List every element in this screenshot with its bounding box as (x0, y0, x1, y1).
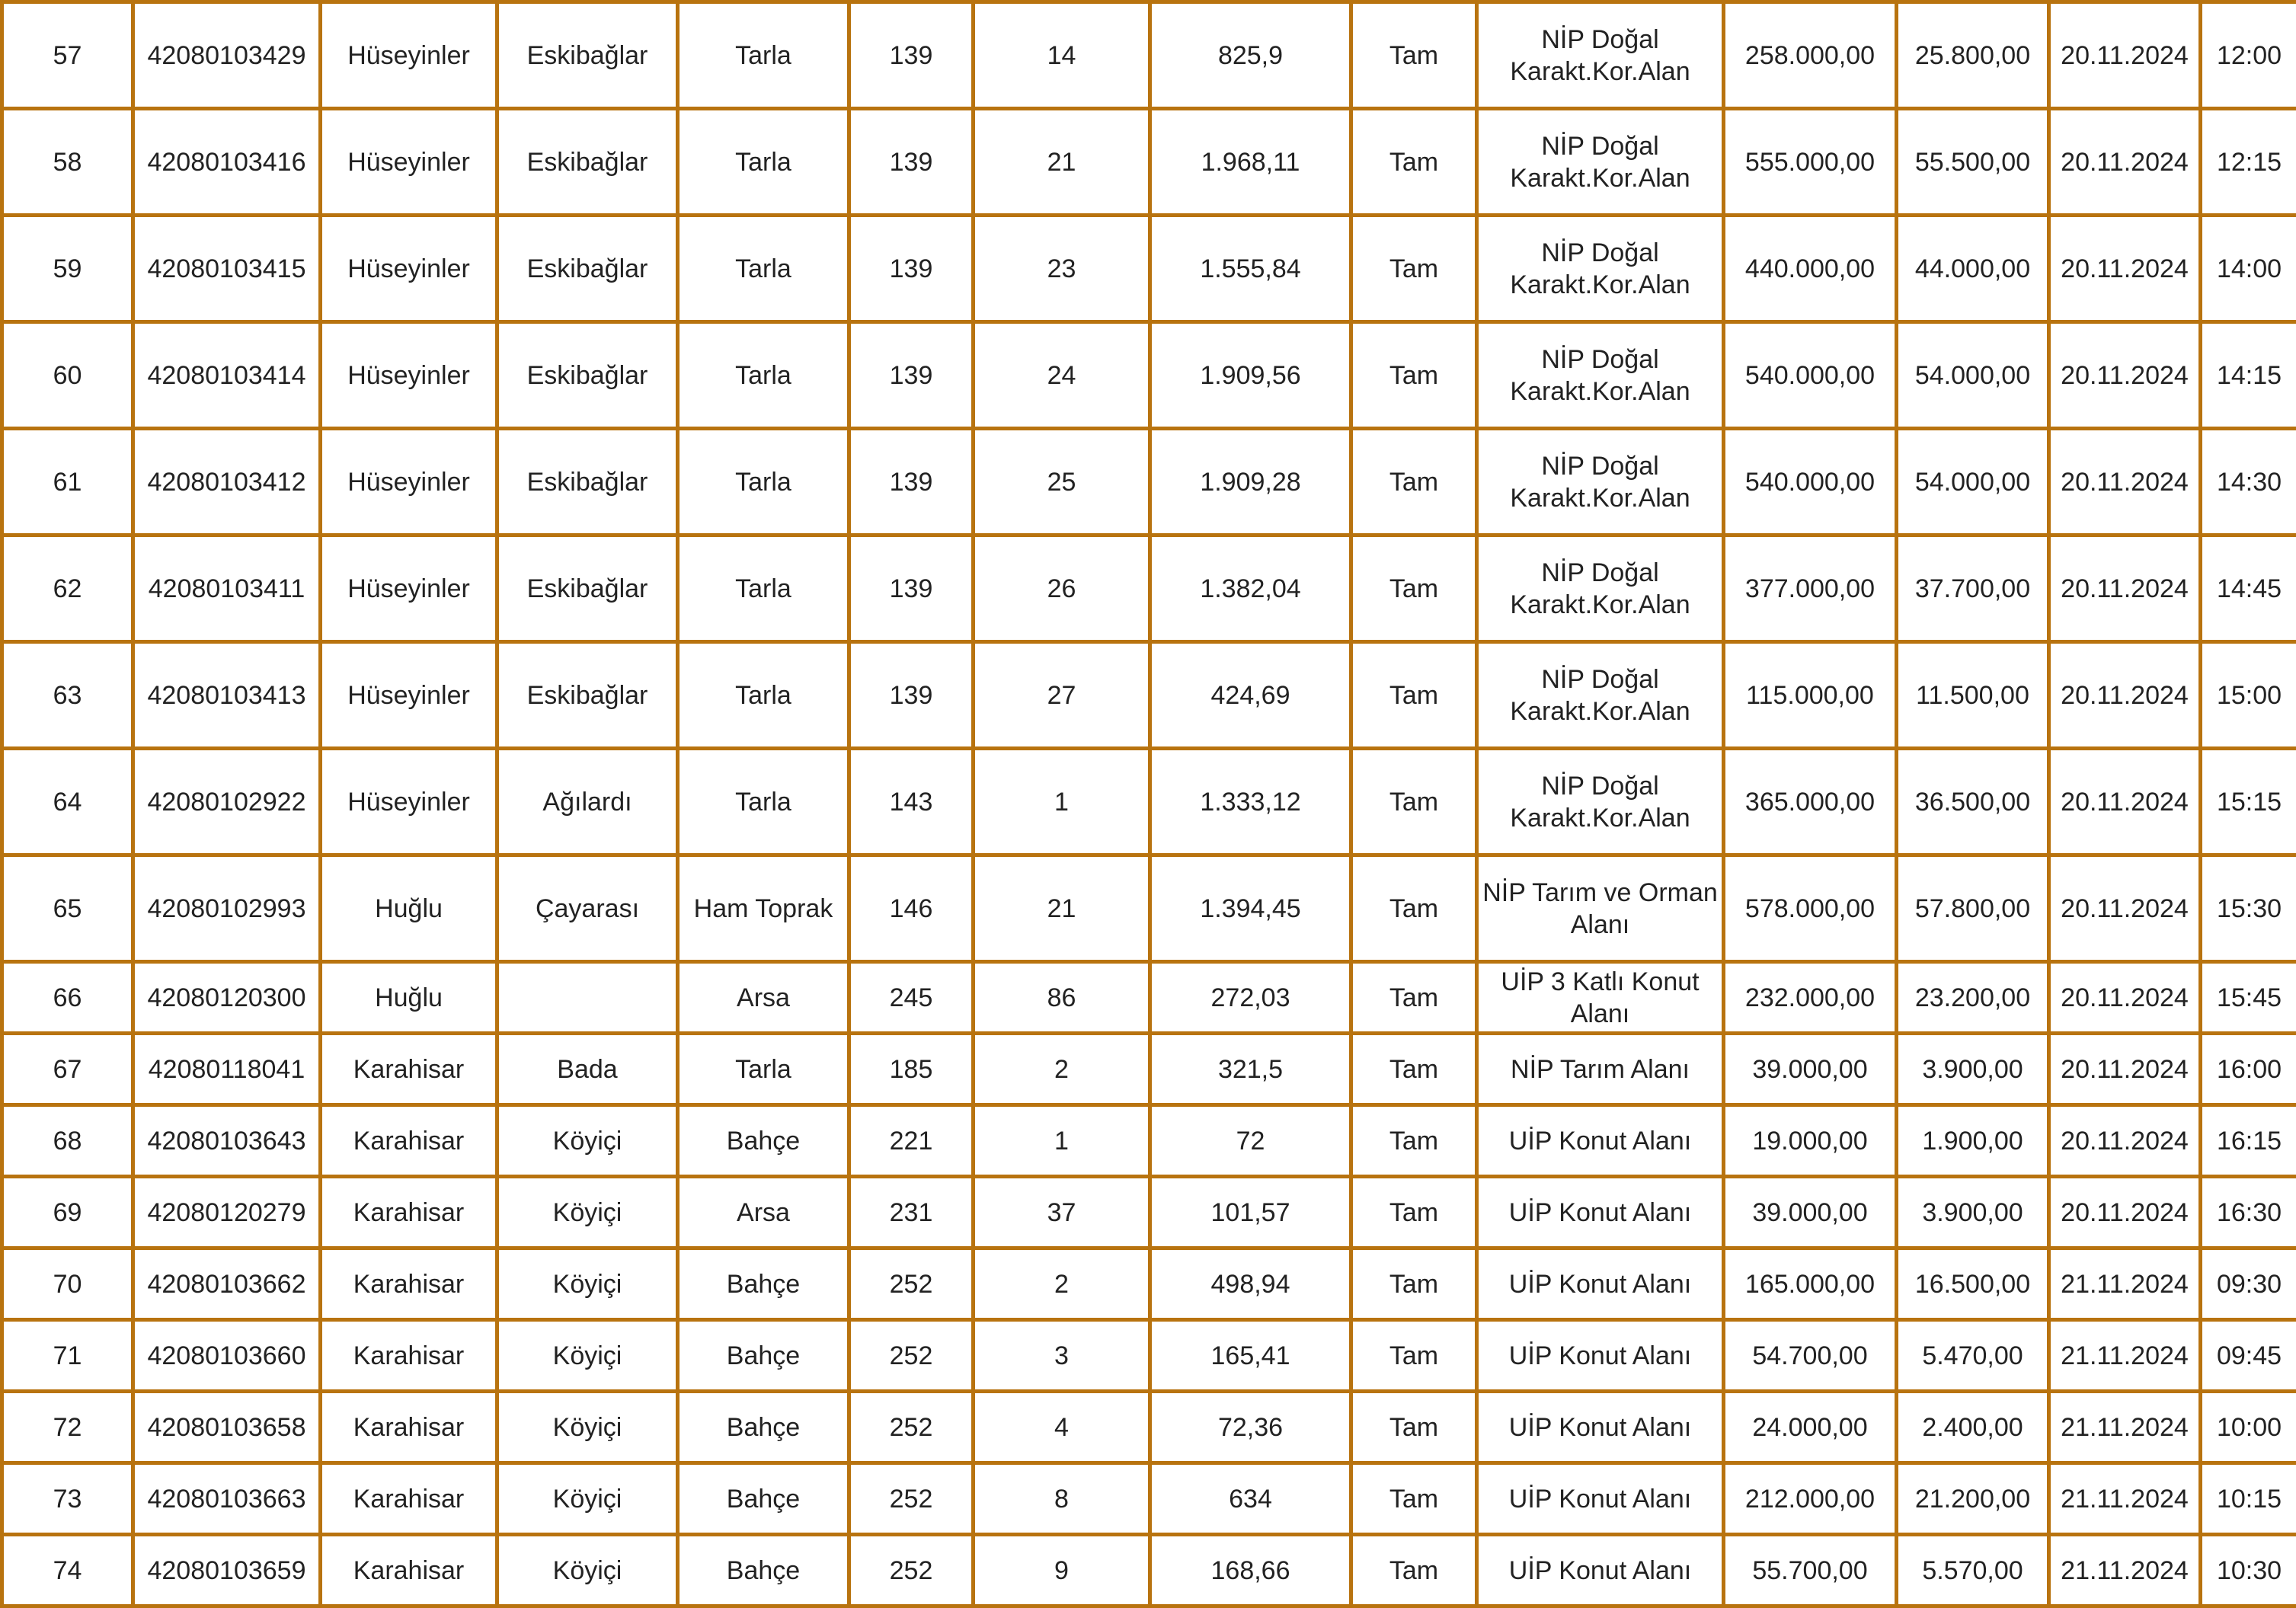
locality-cell: Eskibağlar (497, 322, 678, 429)
table-row (2, 535, 2296, 642)
estimated-value-cell: 540.000,00 (1724, 429, 1897, 535)
parcel-number-cell: 25 (974, 429, 1150, 535)
locality-cell: Köyiçi (497, 1320, 678, 1392)
parcel-id-cell: 42080103414 (133, 322, 321, 429)
table-row (2, 1034, 2296, 1105)
area-cell: 321,5 (1150, 1034, 1351, 1105)
zoning-cell: NİP Doğal Karakt.Kor.Alan (1477, 109, 1724, 216)
table-row (2, 1105, 2296, 1177)
deposit-cell: 3.900,00 (1897, 1177, 2049, 1248)
parcel-number-cell: 21 (974, 855, 1150, 962)
parcel-id-cell: 42080103415 (133, 216, 321, 322)
locality-cell: Köyiçi (497, 1392, 678, 1463)
parcel-id-cell: 42080102993 (133, 855, 321, 962)
deposit-cell: 11.500,00 (1897, 642, 2049, 749)
auction-date-cell: 20.11.2024 (2049, 1105, 2201, 1177)
share-cell: Tam (1351, 1392, 1477, 1463)
block-number-cell: 139 (849, 109, 974, 216)
deposit-cell: 5.470,00 (1897, 1320, 2049, 1392)
parcel-id-cell: 42080103412 (133, 429, 321, 535)
parcel-number-cell: 14 (974, 2, 1150, 109)
neighborhood-cell: Hüseyinler (321, 642, 497, 749)
block-number-cell: 252 (849, 1463, 974, 1535)
auction-time-cell: 14:00 (2201, 216, 2296, 322)
parcel-id-cell: 42080103659 (133, 1535, 321, 1606)
auction-time-cell: 16:15 (2201, 1105, 2296, 1177)
locality-cell: Eskibağlar (497, 2, 678, 109)
auction-time-cell: 16:00 (2201, 1034, 2296, 1105)
block-number-cell: 245 (849, 962, 974, 1034)
block-number-cell: 139 (849, 429, 974, 535)
neighborhood-cell: Karahisar (321, 1105, 497, 1177)
zoning-cell: UİP Konut Alanı (1477, 1392, 1724, 1463)
neighborhood-cell: Karahisar (321, 1177, 497, 1248)
deposit-cell: 23.200,00 (1897, 962, 2049, 1034)
zoning-cell: NİP Tarım Alanı (1477, 1034, 1724, 1105)
neighborhood-cell: Hüseyinler (321, 216, 497, 322)
row-number-cell: 57 (2, 2, 133, 109)
estimated-value-cell: 377.000,00 (1724, 535, 1897, 642)
parcel-number-cell: 37 (974, 1177, 1150, 1248)
table-row (2, 1177, 2296, 1248)
deposit-cell: 1.900,00 (1897, 1105, 2049, 1177)
table-row (2, 429, 2296, 535)
auction-time-cell: 14:30 (2201, 429, 2296, 535)
zoning-cell: NİP Doğal Karakt.Kor.Alan (1477, 535, 1724, 642)
table-row (2, 216, 2296, 322)
share-cell: Tam (1351, 109, 1477, 216)
table-row (2, 1320, 2296, 1392)
auction-date-cell: 20.11.2024 (2049, 1177, 2201, 1248)
row-number-cell: 70 (2, 1248, 133, 1320)
row-number-cell: 61 (2, 429, 133, 535)
neighborhood-cell: Karahisar (321, 1320, 497, 1392)
parcel-number-cell: 23 (974, 216, 1150, 322)
land-type-cell: Arsa (678, 962, 849, 1034)
share-cell: Tam (1351, 1248, 1477, 1320)
land-type-cell: Ham Toprak (678, 855, 849, 962)
parcel-id-cell: 42080103411 (133, 535, 321, 642)
share-cell: Tam (1351, 1034, 1477, 1105)
estimated-value-cell: 365.000,00 (1724, 749, 1897, 855)
parcel-id-cell: 42080103416 (133, 109, 321, 216)
estimated-value-cell: 19.000,00 (1724, 1105, 1897, 1177)
neighborhood-cell: Hüseyinler (321, 322, 497, 429)
block-number-cell: 139 (849, 322, 974, 429)
parcel-number-cell: 2 (974, 1248, 1150, 1320)
table-row (2, 642, 2296, 749)
parcel-number-cell: 1 (974, 1105, 1150, 1177)
locality-cell: Köyiçi (497, 1535, 678, 1606)
table-row (2, 109, 2296, 216)
zoning-cell: NİP Doğal Karakt.Kor.Alan (1477, 642, 1724, 749)
parcel-number-cell: 8 (974, 1463, 1150, 1535)
deposit-cell: 5.570,00 (1897, 1535, 2049, 1606)
auction-date-cell: 20.11.2024 (2049, 962, 2201, 1034)
deposit-cell: 37.700,00 (1897, 535, 2049, 642)
zoning-cell: UİP Konut Alanı (1477, 1105, 1724, 1177)
area-cell: 1.555,84 (1150, 216, 1351, 322)
zoning-cell: NİP Doğal Karakt.Kor.Alan (1477, 216, 1724, 322)
share-cell: Tam (1351, 322, 1477, 429)
locality-cell: Köyiçi (497, 1177, 678, 1248)
share-cell: Tam (1351, 1535, 1477, 1606)
neighborhood-cell: Hüseyinler (321, 535, 497, 642)
area-cell: 72 (1150, 1105, 1351, 1177)
estimated-value-cell: 115.000,00 (1724, 642, 1897, 749)
parcel-number-cell: 1 (974, 749, 1150, 855)
zoning-cell: UİP Konut Alanı (1477, 1320, 1724, 1392)
locality-cell: Eskibağlar (497, 109, 678, 216)
parcel-number-cell: 24 (974, 322, 1150, 429)
estimated-value-cell: 440.000,00 (1724, 216, 1897, 322)
block-number-cell: 231 (849, 1177, 974, 1248)
land-type-cell: Bahçe (678, 1320, 849, 1392)
block-number-cell: 252 (849, 1320, 974, 1392)
parcel-id-cell: 42080103658 (133, 1392, 321, 1463)
estimated-value-cell: 24.000,00 (1724, 1392, 1897, 1463)
area-cell: 424,69 (1150, 642, 1351, 749)
estimated-value-cell: 578.000,00 (1724, 855, 1897, 962)
estimated-value-cell: 540.000,00 (1724, 322, 1897, 429)
parcel-id-cell: 42080118041 (133, 1034, 321, 1105)
auction-date-cell: 21.11.2024 (2049, 1392, 2201, 1463)
area-cell: 168,66 (1150, 1535, 1351, 1606)
zoning-cell: UİP 3 Katlı Konut Alanı (1477, 962, 1724, 1034)
neighborhood-cell: Hüseyinler (321, 109, 497, 216)
auction-date-cell: 21.11.2024 (2049, 1248, 2201, 1320)
row-number-cell: 73 (2, 1463, 133, 1535)
auction-date-cell: 20.11.2024 (2049, 1034, 2201, 1105)
area-cell: 498,94 (1150, 1248, 1351, 1320)
row-number-cell: 71 (2, 1320, 133, 1392)
auction-date-cell: 21.11.2024 (2049, 1535, 2201, 1606)
deposit-cell: 57.800,00 (1897, 855, 2049, 962)
auction-time-cell: 15:45 (2201, 962, 2296, 1034)
share-cell: Tam (1351, 2, 1477, 109)
land-type-cell: Arsa (678, 1177, 849, 1248)
parcel-number-cell: 26 (974, 535, 1150, 642)
neighborhood-cell: Huğlu (321, 962, 497, 1034)
zoning-cell: NİP Doğal Karakt.Kor.Alan (1477, 749, 1724, 855)
table-row (2, 322, 2296, 429)
block-number-cell: 221 (849, 1105, 974, 1177)
locality-cell: Köyiçi (497, 1105, 678, 1177)
auction-time-cell: 12:00 (2201, 2, 2296, 109)
area-cell: 1.909,28 (1150, 429, 1351, 535)
locality-cell: Eskibağlar (497, 429, 678, 535)
share-cell: Tam (1351, 216, 1477, 322)
auction-time-cell: 10:00 (2201, 1392, 2296, 1463)
block-number-cell: 146 (849, 855, 974, 962)
estimated-value-cell: 55.700,00 (1724, 1535, 1897, 1606)
area-cell: 634 (1150, 1463, 1351, 1535)
area-cell: 72,36 (1150, 1392, 1351, 1463)
area-cell: 1.394,45 (1150, 855, 1351, 962)
parcel-id-cell: 42080103663 (133, 1463, 321, 1535)
parcel-number-cell: 21 (974, 109, 1150, 216)
auction-time-cell: 10:15 (2201, 1463, 2296, 1535)
auction-date-cell: 20.11.2024 (2049, 216, 2201, 322)
auction-date-cell: 20.11.2024 (2049, 2, 2201, 109)
table-row (2, 962, 2296, 1034)
row-number-cell: 72 (2, 1392, 133, 1463)
zoning-cell: NİP Doğal Karakt.Kor.Alan (1477, 429, 1724, 535)
land-type-cell: Tarla (678, 2, 849, 109)
neighborhood-cell: Hüseyinler (321, 2, 497, 109)
share-cell: Tam (1351, 1463, 1477, 1535)
neighborhood-cell: Hüseyinler (321, 749, 497, 855)
block-number-cell: 139 (849, 2, 974, 109)
table-row (2, 2, 2296, 109)
auction-date-cell: 21.11.2024 (2049, 1463, 2201, 1535)
land-type-cell: Tarla (678, 1034, 849, 1105)
parcel-id-cell: 42080103413 (133, 642, 321, 749)
land-type-cell: Bahçe (678, 1463, 849, 1535)
land-type-cell: Tarla (678, 749, 849, 855)
share-cell: Tam (1351, 962, 1477, 1034)
auction-date-cell: 20.11.2024 (2049, 642, 2201, 749)
land-type-cell: Bahçe (678, 1105, 849, 1177)
estimated-value-cell: 54.700,00 (1724, 1320, 1897, 1392)
parcel-id-cell: 42080103660 (133, 1320, 321, 1392)
deposit-cell: 44.000,00 (1897, 216, 2049, 322)
auction-date-cell: 20.11.2024 (2049, 429, 2201, 535)
zoning-cell: NİP Doğal Karakt.Kor.Alan (1477, 2, 1724, 109)
estimated-value-cell: 232.000,00 (1724, 962, 1897, 1034)
land-type-cell: Bahçe (678, 1248, 849, 1320)
table-row (2, 1535, 2296, 1606)
area-cell: 272,03 (1150, 962, 1351, 1034)
row-number-cell: 60 (2, 322, 133, 429)
row-number-cell: 64 (2, 749, 133, 855)
parcel-id-cell: 42080120300 (133, 962, 321, 1034)
row-number-cell: 69 (2, 1177, 133, 1248)
parcel-id-cell: 42080103429 (133, 2, 321, 109)
parcel-id-cell: 42080102922 (133, 749, 321, 855)
auction-time-cell: 14:15 (2201, 322, 2296, 429)
deposit-cell: 36.500,00 (1897, 749, 2049, 855)
row-number-cell: 62 (2, 535, 133, 642)
auction-time-cell: 09:45 (2201, 1320, 2296, 1392)
row-number-cell: 68 (2, 1105, 133, 1177)
share-cell: Tam (1351, 1320, 1477, 1392)
land-type-cell: Tarla (678, 642, 849, 749)
parcel-number-cell: 27 (974, 642, 1150, 749)
deposit-cell: 55.500,00 (1897, 109, 2049, 216)
zoning-cell: NİP Doğal Karakt.Kor.Alan (1477, 322, 1724, 429)
deposit-cell: 16.500,00 (1897, 1248, 2049, 1320)
parcel-id-cell: 42080103662 (133, 1248, 321, 1320)
land-type-cell: Tarla (678, 535, 849, 642)
block-number-cell: 252 (849, 1535, 974, 1606)
row-number-cell: 59 (2, 216, 133, 322)
locality-cell: Eskibağlar (497, 642, 678, 749)
auction-date-cell: 20.11.2024 (2049, 535, 2201, 642)
row-number-cell: 67 (2, 1034, 133, 1105)
block-number-cell: 143 (849, 749, 974, 855)
auction-time-cell: 12:15 (2201, 109, 2296, 216)
deposit-cell: 21.200,00 (1897, 1463, 2049, 1535)
auction-time-cell: 14:45 (2201, 535, 2296, 642)
locality-cell: Köyiçi (497, 1463, 678, 1535)
table-row (2, 1392, 2296, 1463)
area-cell: 1.909,56 (1150, 322, 1351, 429)
parcel-number-cell: 3 (974, 1320, 1150, 1392)
auction-time-cell: 15:00 (2201, 642, 2296, 749)
parcel-id-cell: 42080103643 (133, 1105, 321, 1177)
area-cell: 101,57 (1150, 1177, 1351, 1248)
locality-cell: Eskibağlar (497, 216, 678, 322)
area-cell: 165,41 (1150, 1320, 1351, 1392)
deposit-cell: 2.400,00 (1897, 1392, 2049, 1463)
auction-date-cell: 20.11.2024 (2049, 109, 2201, 216)
estimated-value-cell: 39.000,00 (1724, 1034, 1897, 1105)
auction-time-cell: 15:15 (2201, 749, 2296, 855)
land-type-cell: Tarla (678, 429, 849, 535)
block-number-cell: 252 (849, 1248, 974, 1320)
share-cell: Tam (1351, 429, 1477, 535)
zoning-cell: NİP Tarım ve Orman Alanı (1477, 855, 1724, 962)
estimated-value-cell: 165.000,00 (1724, 1248, 1897, 1320)
locality-cell: Bada (497, 1034, 678, 1105)
block-number-cell: 139 (849, 535, 974, 642)
locality-cell (497, 962, 678, 1034)
deposit-cell: 3.900,00 (1897, 1034, 2049, 1105)
estimated-value-cell: 212.000,00 (1724, 1463, 1897, 1535)
zoning-cell: UİP Konut Alanı (1477, 1463, 1724, 1535)
land-type-cell: Tarla (678, 216, 849, 322)
block-number-cell: 139 (849, 642, 974, 749)
parcel-number-cell: 86 (974, 962, 1150, 1034)
parcel-number-cell: 2 (974, 1034, 1150, 1105)
area-cell: 1.968,11 (1150, 109, 1351, 216)
auction-time-cell: 09:30 (2201, 1248, 2296, 1320)
neighborhood-cell: Karahisar (321, 1463, 497, 1535)
zoning-cell: UİP Konut Alanı (1477, 1248, 1724, 1320)
row-number-cell: 66 (2, 962, 133, 1034)
parcel-number-cell: 9 (974, 1535, 1150, 1606)
land-type-cell: Tarla (678, 322, 849, 429)
area-cell: 825,9 (1150, 2, 1351, 109)
row-number-cell: 63 (2, 642, 133, 749)
auction-time-cell: 10:30 (2201, 1535, 2296, 1606)
auction-time-cell: 15:30 (2201, 855, 2296, 962)
share-cell: Tam (1351, 749, 1477, 855)
auction-time-cell: 16:30 (2201, 1177, 2296, 1248)
row-number-cell: 65 (2, 855, 133, 962)
share-cell: Tam (1351, 642, 1477, 749)
row-number-cell: 74 (2, 1535, 133, 1606)
table-row (2, 1248, 2296, 1320)
neighborhood-cell: Hüseyinler (321, 429, 497, 535)
parcel-id-cell: 42080120279 (133, 1177, 321, 1248)
share-cell: Tam (1351, 1105, 1477, 1177)
locality-cell: Eskibağlar (497, 535, 678, 642)
area-cell: 1.333,12 (1150, 749, 1351, 855)
locality-cell: Çayarası (497, 855, 678, 962)
table-row (2, 855, 2296, 962)
land-type-cell: Bahçe (678, 1535, 849, 1606)
neighborhood-cell: Karahisar (321, 1034, 497, 1105)
parcel-number-cell: 4 (974, 1392, 1150, 1463)
block-number-cell: 185 (849, 1034, 974, 1105)
land-type-cell: Tarla (678, 109, 849, 216)
share-cell: Tam (1351, 535, 1477, 642)
land-type-cell: Bahçe (678, 1392, 849, 1463)
row-number-cell: 58 (2, 109, 133, 216)
deposit-cell: 25.800,00 (1897, 2, 2049, 109)
neighborhood-cell: Huğlu (321, 855, 497, 962)
auction-date-cell: 20.11.2024 (2049, 749, 2201, 855)
block-number-cell: 139 (849, 216, 974, 322)
zoning-cell: UİP Konut Alanı (1477, 1177, 1724, 1248)
neighborhood-cell: Karahisar (321, 1535, 497, 1606)
locality-cell: Köyiçi (497, 1248, 678, 1320)
auction-date-cell: 21.11.2024 (2049, 1320, 2201, 1392)
estimated-value-cell: 39.000,00 (1724, 1177, 1897, 1248)
zoning-cell: UİP Konut Alanı (1477, 1535, 1724, 1606)
locality-cell: Ağılardı (497, 749, 678, 855)
area-cell: 1.382,04 (1150, 535, 1351, 642)
neighborhood-cell: Karahisar (321, 1392, 497, 1463)
table-row (2, 749, 2296, 855)
block-number-cell: 252 (849, 1392, 974, 1463)
auction-date-cell: 20.11.2024 (2049, 322, 2201, 429)
neighborhood-cell: Karahisar (321, 1248, 497, 1320)
share-cell: Tam (1351, 1177, 1477, 1248)
share-cell: Tam (1351, 855, 1477, 962)
deposit-cell: 54.000,00 (1897, 322, 2049, 429)
deposit-cell: 54.000,00 (1897, 429, 2049, 535)
auction-date-cell: 20.11.2024 (2049, 855, 2201, 962)
estimated-value-cell: 258.000,00 (1724, 2, 1897, 109)
estimated-value-cell: 555.000,00 (1724, 109, 1897, 216)
table-row (2, 1463, 2296, 1535)
